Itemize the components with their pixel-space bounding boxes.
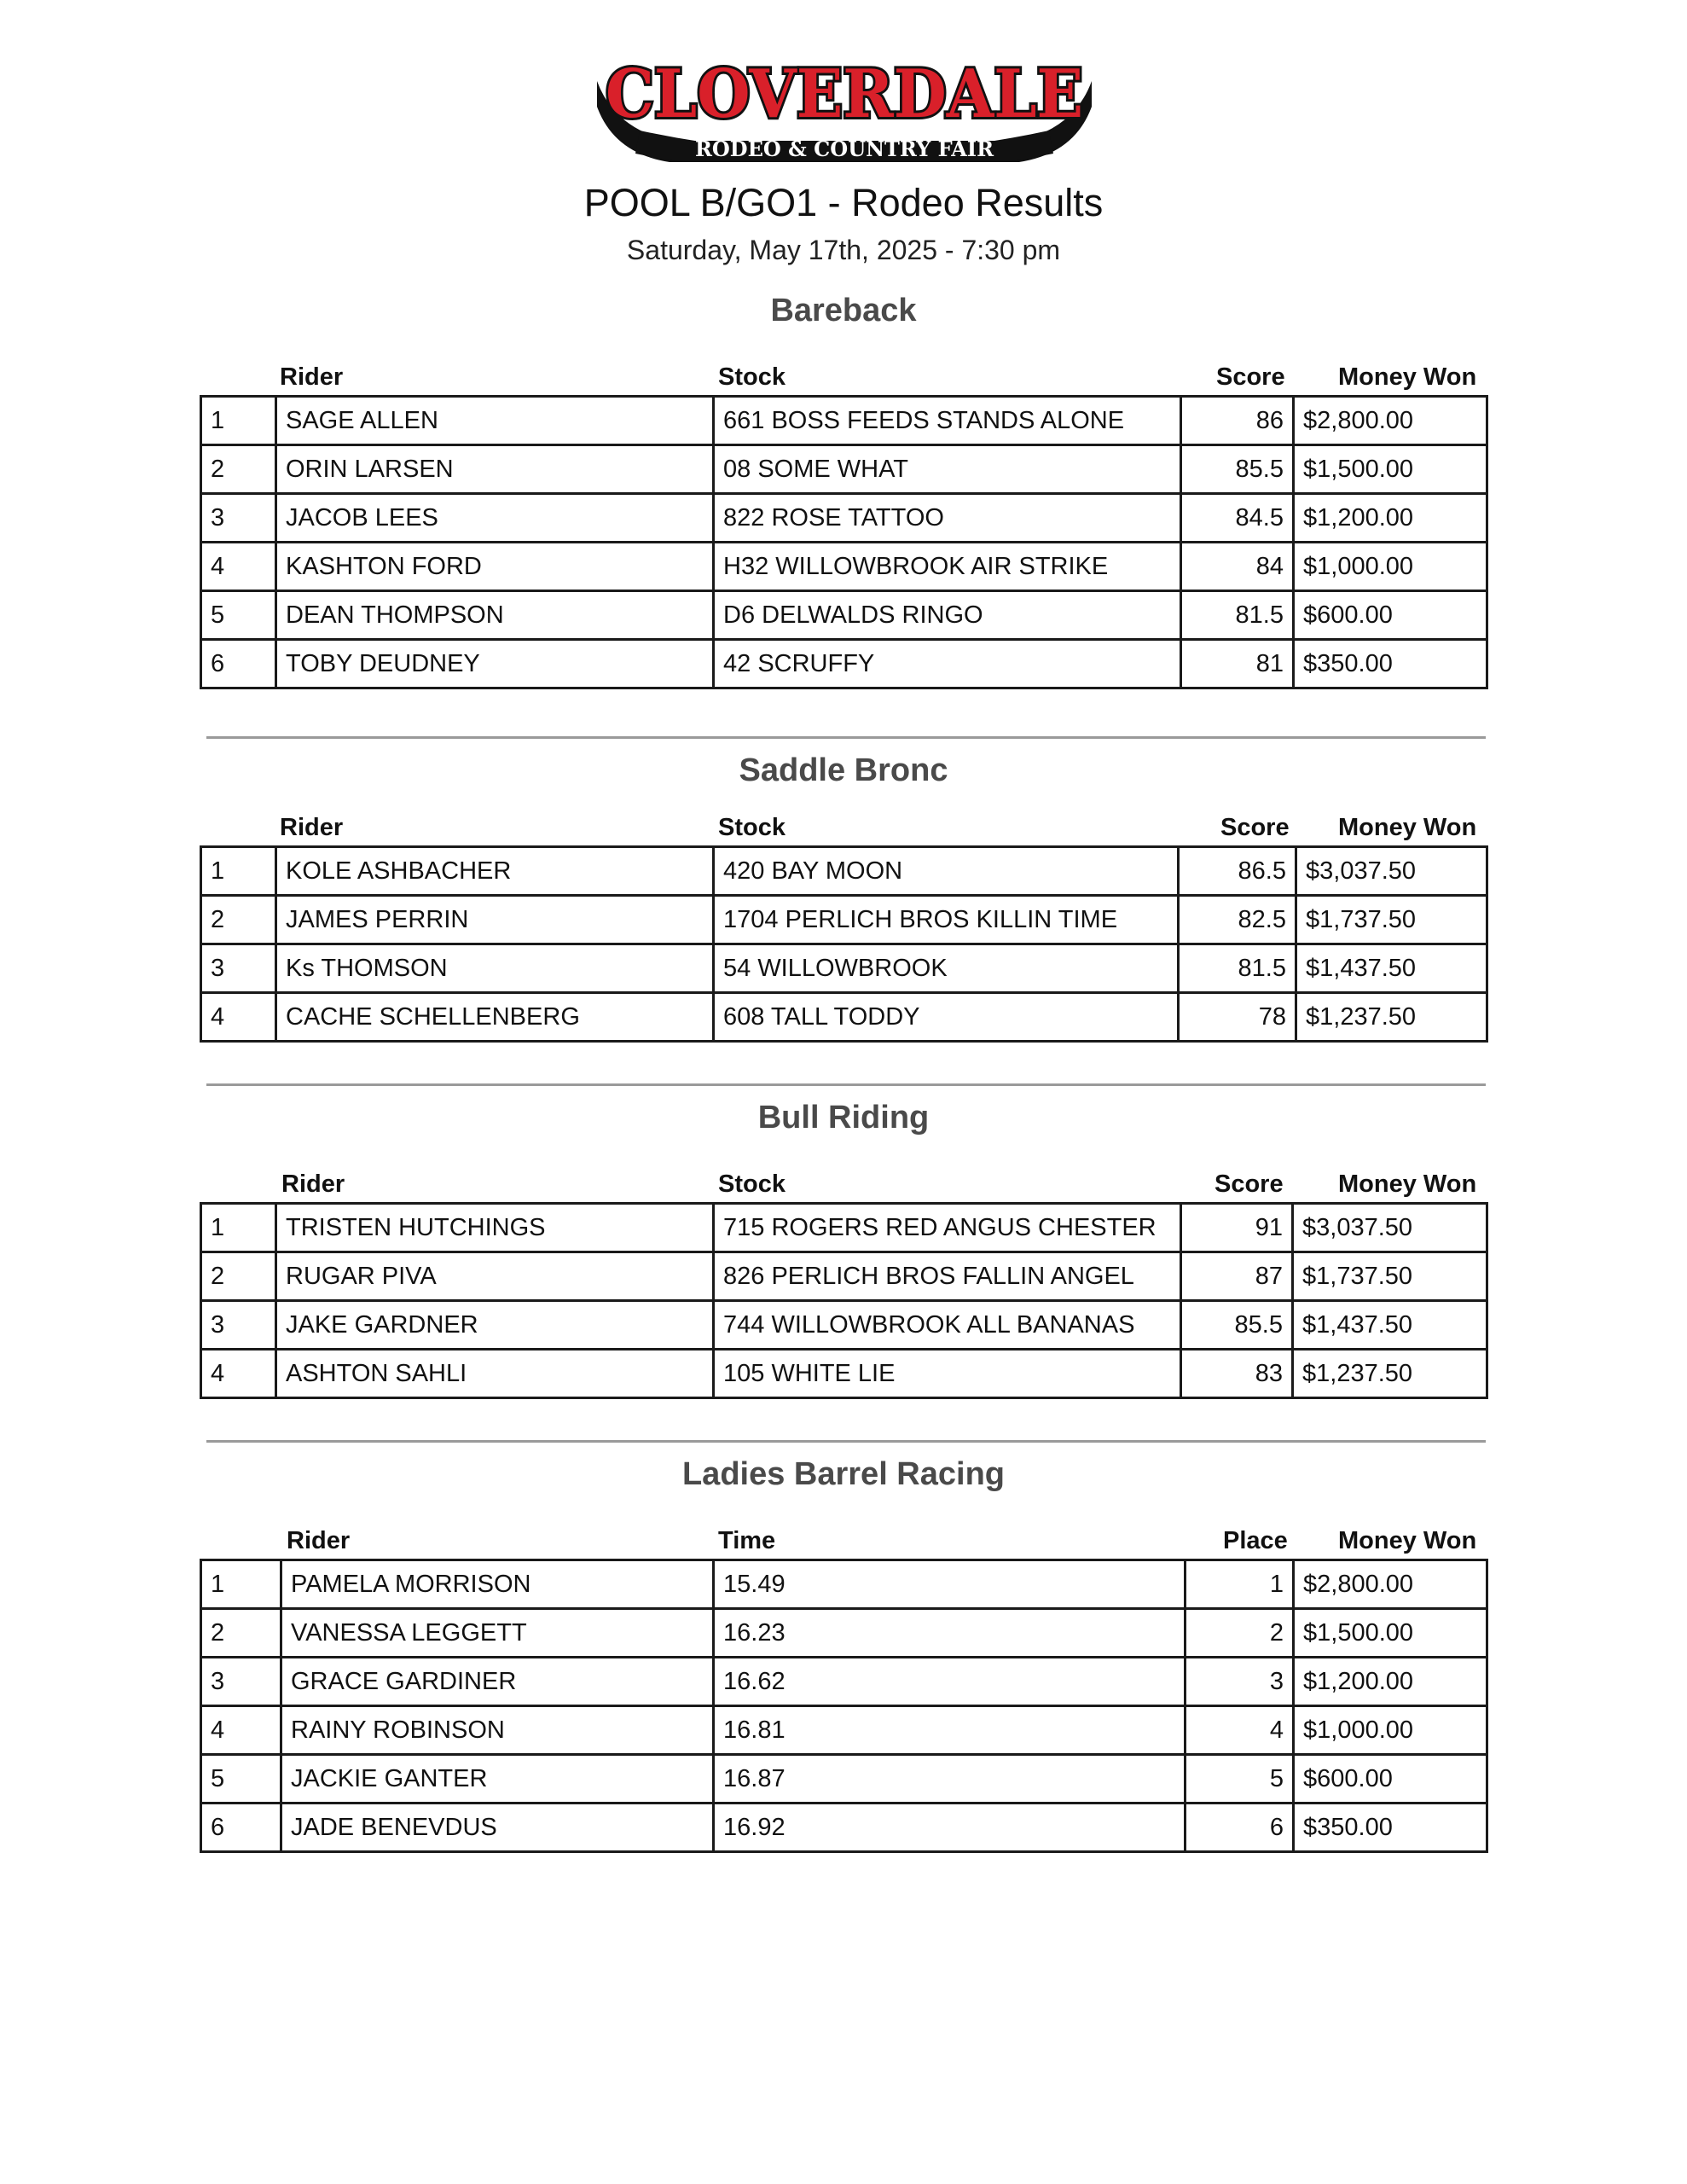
money-cell: $1,437.50 — [1293, 1301, 1487, 1350]
money-cell: $1,237.50 — [1296, 993, 1487, 1042]
col-header-stock: Stock — [718, 1170, 786, 1198]
rider-cell: JAKE GARDNER — [276, 1301, 714, 1350]
place-cell: 6 — [201, 640, 276, 688]
stock-cell: 105 WHITE LIE — [714, 1350, 1181, 1398]
place-cell: 4 — [201, 1350, 276, 1398]
section-title-saddle-bronc: Saddle Bronc — [739, 752, 948, 788]
stock-cell: 822 ROSE TATTOO — [714, 494, 1181, 543]
finish-place-cell: 4 — [1186, 1706, 1294, 1755]
finish-place-cell: 5 — [1186, 1755, 1294, 1804]
col-header-money: Money Won — [1338, 814, 1477, 841]
table-row — [201, 1560, 1487, 1609]
place-cell: 2 — [201, 896, 276, 944]
money-cell: $3,037.50 — [1296, 847, 1487, 896]
table-row — [201, 1204, 1487, 1252]
results-table-bareback — [200, 395, 1488, 689]
place-cell: 4 — [201, 1706, 281, 1755]
rider-cell: TRISTEN HUTCHINGS — [276, 1204, 714, 1252]
rider-cell: JADE BENEVDUS — [281, 1804, 714, 1852]
time-cell: 15.49 — [714, 1560, 1186, 1609]
col-header-money: Money Won — [1338, 363, 1477, 391]
table-row — [201, 944, 1487, 993]
score-cell: 83 — [1181, 1350, 1293, 1398]
rider-cell: JACKIE GANTER — [281, 1755, 714, 1804]
table-row — [201, 896, 1487, 944]
rider-cell: RAINY ROBINSON — [281, 1706, 714, 1755]
place-cell: 6 — [201, 1804, 281, 1852]
table-row — [201, 1706, 1487, 1755]
rider-cell: KASHTON FORD — [276, 543, 714, 591]
stock-cell: 420 BAY MOON — [714, 847, 1179, 896]
event-date: Saturday, May 17th, 2025 - 7:30 pm — [626, 235, 1061, 265]
stock-cell: 1704 PERLICH BROS KILLIN TIME — [714, 896, 1179, 944]
place-cell: 2 — [201, 1252, 276, 1301]
cloverdale-rodeo-logo — [588, 47, 1100, 162]
place-cell: 3 — [201, 944, 276, 993]
money-cell: $1,237.50 — [1293, 1350, 1487, 1398]
rider-cell: VANESSA LEGGETT — [281, 1609, 714, 1658]
col-header-rider: Rider — [287, 1527, 351, 1554]
score-cell: 78 — [1179, 993, 1296, 1042]
section-divider — [206, 1083, 1486, 1086]
finish-place-cell: 3 — [1186, 1658, 1294, 1706]
col-header-stock: Stock — [718, 363, 786, 391]
rider-cell: ASHTON SAHLI — [276, 1350, 714, 1398]
place-cell: 1 — [201, 847, 276, 896]
score-cell: 87 — [1181, 1252, 1293, 1301]
col-header-rider: Rider — [280, 363, 344, 391]
col-header-place: Place — [1223, 1527, 1288, 1554]
money-cell: $350.00 — [1294, 1804, 1487, 1852]
logo-name-text: CLOVERDALE — [606, 55, 1083, 133]
money-cell: $1,000.00 — [1294, 543, 1487, 591]
money-cell: $600.00 — [1294, 1755, 1487, 1804]
score-cell: 81.5 — [1181, 591, 1294, 640]
col-header-score: Score — [1215, 1170, 1284, 1198]
time-cell: 16.92 — [714, 1804, 1186, 1852]
col-header-money: Money Won — [1338, 1527, 1477, 1554]
money-cell: $1,000.00 — [1294, 1706, 1487, 1755]
money-cell: $1,437.50 — [1296, 944, 1487, 993]
place-cell: 5 — [201, 591, 276, 640]
money-cell: $2,800.00 — [1294, 1560, 1487, 1609]
section-title-bareback: Bareback — [770, 293, 917, 328]
finish-place-cell: 6 — [1186, 1804, 1294, 1852]
section-title-ladies-barrel-racing: Ladies Barrel Racing — [681, 1456, 1006, 1492]
table-row — [201, 494, 1487, 543]
table-row — [201, 445, 1487, 494]
place-cell: 2 — [201, 445, 276, 494]
table-row — [201, 1252, 1487, 1301]
money-cell: $1,200.00 — [1294, 1658, 1487, 1706]
rider-cell: JAMES PERRIN — [276, 896, 714, 944]
table-row — [201, 1609, 1487, 1658]
stock-cell: 826 PERLICH BROS FALLIN ANGEL — [714, 1252, 1181, 1301]
stock-cell: 744 WILLOWBROOK ALL BANANAS — [714, 1301, 1181, 1350]
logo-banner-text: RODEO & COUNTRY FAIR — [694, 136, 994, 161]
table-row — [201, 1350, 1487, 1398]
finish-place-cell: 2 — [1186, 1609, 1294, 1658]
time-cell: 16.81 — [714, 1706, 1186, 1755]
table-row — [201, 1301, 1487, 1350]
place-cell: 4 — [201, 993, 276, 1042]
place-cell: 5 — [201, 1755, 281, 1804]
score-cell: 81.5 — [1179, 944, 1296, 993]
money-cell: $1,200.00 — [1294, 494, 1487, 543]
place-cell: 1 — [201, 1204, 276, 1252]
money-cell: $600.00 — [1294, 591, 1487, 640]
stock-cell: 608 TALL TODDY — [714, 993, 1179, 1042]
rider-cell: ORIN LARSEN — [276, 445, 714, 494]
rider-cell: CACHE SCHELLENBERG — [276, 993, 714, 1042]
section-divider — [206, 1440, 1486, 1443]
score-cell: 81 — [1181, 640, 1294, 688]
table-row — [201, 397, 1487, 445]
table-row — [201, 591, 1487, 640]
table-row — [201, 543, 1487, 591]
col-header-score: Score — [1220, 814, 1290, 841]
score-cell: 82.5 — [1179, 896, 1296, 944]
score-cell: 85.5 — [1181, 445, 1294, 494]
col-header-stock: Stock — [718, 814, 786, 841]
rider-cell: PAMELA MORRISON — [281, 1560, 714, 1609]
table-row — [201, 847, 1487, 896]
rider-cell: SAGE ALLEN — [276, 397, 714, 445]
money-cell: $2,800.00 — [1294, 397, 1487, 445]
section-title-bull-riding: Bull Riding — [757, 1100, 930, 1136]
money-cell: $1,737.50 — [1293, 1252, 1487, 1301]
stock-cell: H32 WILLOWBROOK AIR STRIKE — [714, 543, 1181, 591]
stock-cell: 54 WILLOWBROOK — [714, 944, 1179, 993]
place-cell: 4 — [201, 543, 276, 591]
table-row — [201, 640, 1487, 688]
time-cell: 16.62 — [714, 1658, 1186, 1706]
place-cell: 3 — [201, 1658, 281, 1706]
score-cell: 84 — [1181, 543, 1294, 591]
rider-cell: JACOB LEES — [276, 494, 714, 543]
place-cell: 2 — [201, 1609, 281, 1658]
rider-cell: TOBY DEUDNEY — [276, 640, 714, 688]
stock-cell: D6 DELWALDS RINGO — [714, 591, 1181, 640]
stock-cell: 661 BOSS FEEDS STANDS ALONE — [714, 397, 1181, 445]
money-cell: $1,500.00 — [1294, 445, 1487, 494]
results-table-saddle-bronc — [200, 845, 1488, 1043]
score-cell: 86.5 — [1179, 847, 1296, 896]
page-title: POOL B/GO1 - Rodeo Results — [583, 181, 1104, 224]
table-row — [201, 1658, 1487, 1706]
col-header-rider: Rider — [281, 1170, 345, 1198]
col-header-time: Time — [718, 1527, 776, 1554]
stock-cell: 715 ROGERS RED ANGUS CHESTER — [714, 1204, 1181, 1252]
results-table-bull-riding — [200, 1202, 1488, 1399]
money-cell: $3,037.50 — [1293, 1204, 1487, 1252]
rider-cell: KOLE ASHBACHER — [276, 847, 714, 896]
money-cell: $1,500.00 — [1294, 1609, 1487, 1658]
score-cell: 91 — [1181, 1204, 1293, 1252]
section-divider — [206, 736, 1486, 739]
place-cell: 3 — [201, 1301, 276, 1350]
place-cell: 1 — [201, 397, 276, 445]
results-table-barrel-racing — [200, 1559, 1488, 1853]
col-header-rider: Rider — [280, 814, 344, 841]
stock-cell: 42 SCRUFFY — [714, 640, 1181, 688]
table-row — [201, 1755, 1487, 1804]
time-cell: 16.87 — [714, 1755, 1186, 1804]
rider-cell: Ks THOMSON — [276, 944, 714, 993]
rider-cell: GRACE GARDINER — [281, 1658, 714, 1706]
place-cell: 3 — [201, 494, 276, 543]
money-cell: $350.00 — [1294, 640, 1487, 688]
score-cell: 86 — [1181, 397, 1294, 445]
money-cell: $1,737.50 — [1296, 896, 1487, 944]
table-row — [201, 1804, 1487, 1852]
score-cell: 85.5 — [1181, 1301, 1293, 1350]
rider-cell: RUGAR PIVA — [276, 1252, 714, 1301]
stock-cell: 08 SOME WHAT — [714, 445, 1181, 494]
col-header-score: Score — [1216, 363, 1285, 391]
place-cell: 1 — [201, 1560, 281, 1609]
score-cell: 84.5 — [1181, 494, 1294, 543]
table-row — [201, 993, 1487, 1042]
finish-place-cell: 1 — [1186, 1560, 1294, 1609]
rider-cell: DEAN THOMPSON — [276, 591, 714, 640]
col-header-money: Money Won — [1338, 1170, 1477, 1198]
time-cell: 16.23 — [714, 1609, 1186, 1658]
